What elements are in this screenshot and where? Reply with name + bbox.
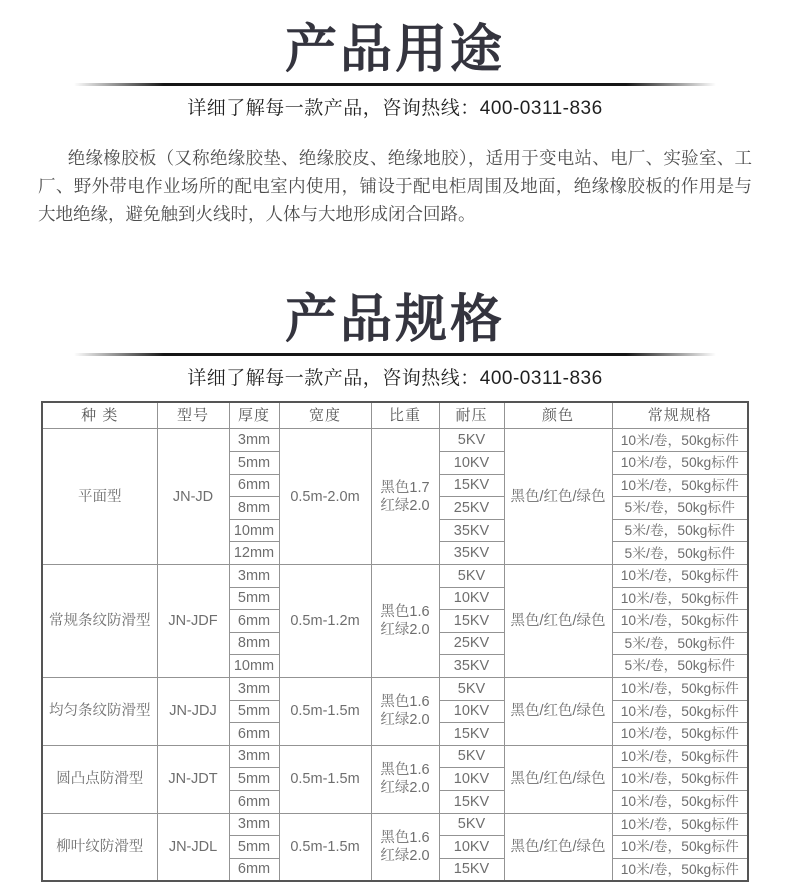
cell-spec: 10米/卷，50kg标件 <box>612 858 748 881</box>
title-divider <box>74 83 716 86</box>
cell-thickness: 5mm <box>229 587 279 610</box>
cell-model: JN-JDJ <box>157 678 229 746</box>
cell-spec: 10米/卷，50kg标件 <box>612 587 748 610</box>
cell-thickness: 8mm <box>229 632 279 655</box>
cell-spec: 10米/卷，50kg标件 <box>612 565 748 588</box>
cell-width: 0.5m-1.5m <box>279 745 371 813</box>
cell-voltage: 35KV <box>439 542 504 565</box>
cell-type: 均匀条纹防滑型 <box>42 678 157 746</box>
cell-width: 0.5m-1.2m <box>279 565 371 678</box>
cell-thickness: 3mm <box>229 813 279 836</box>
spec-section <box>0 270 790 882</box>
cell-thickness: 6mm <box>229 474 279 497</box>
cell-spec: 10米/卷，50kg标件 <box>612 813 748 836</box>
cell-spec: 10米/卷，50kg标件 <box>612 836 748 859</box>
cell-spec: 10米/卷，50kg标件 <box>612 474 748 497</box>
cell-spec: 10米/卷，50kg标件 <box>612 452 748 475</box>
table-row <box>42 813 748 836</box>
cell-voltage: 25KV <box>439 497 504 520</box>
table-row <box>42 565 748 588</box>
cell-thickness: 5mm <box>229 768 279 791</box>
cell-spec: 5米/卷，50kg标件 <box>612 519 748 542</box>
cell-voltage: 15KV <box>439 790 504 813</box>
gravity-line: 红绿2.0 <box>380 847 430 864</box>
table-row <box>42 429 748 452</box>
cell-model: JN-JD <box>157 429 229 565</box>
table-row <box>42 678 748 701</box>
cell-width: 0.5m-1.5m <box>279 813 371 881</box>
column-header: 耐压 <box>439 402 504 429</box>
title-divider <box>74 353 716 356</box>
gravity-line: 红绿2.0 <box>380 497 430 514</box>
cell-spec: 5米/卷，50kg标件 <box>612 497 748 520</box>
cell-model: JN-JDF <box>157 565 229 678</box>
cell-spec: 5米/卷，50kg标件 <box>612 632 748 655</box>
cell-spec: 10米/卷，50kg标件 <box>612 678 748 701</box>
cell-gravity <box>371 565 439 678</box>
cell-voltage: 5KV <box>439 565 504 588</box>
cell-voltage: 15KV <box>439 610 504 633</box>
cell-voltage: 5KV <box>439 678 504 701</box>
cell-thickness: 10mm <box>229 519 279 542</box>
cell-spec: 5米/卷，50kg标件 <box>612 655 748 678</box>
cell-voltage: 15KV <box>439 723 504 746</box>
cell-voltage: 5KV <box>439 429 504 452</box>
cell-spec: 10米/卷，50kg标件 <box>612 790 748 813</box>
column-header: 颜色 <box>504 402 612 429</box>
gravity-line: 黑色1.6 <box>380 762 430 779</box>
cell-width: 0.5m-2.0m <box>279 429 371 565</box>
cell-spec: 10米/卷，50kg标件 <box>612 768 748 791</box>
cell-model: JN-JDT <box>157 745 229 813</box>
cell-voltage: 10KV <box>439 587 504 610</box>
cell-thickness: 10mm <box>229 655 279 678</box>
spec-title: 产品规格 <box>284 291 505 350</box>
cell-thickness: 6mm <box>229 790 279 813</box>
cell-colors: 黑色/红色/绿色 <box>504 429 612 565</box>
cell-type: 圆凸点防滑型 <box>42 745 157 813</box>
column-header: 型号 <box>157 402 229 429</box>
cell-voltage: 10KV <box>439 700 504 723</box>
cell-voltage: 10KV <box>439 452 504 475</box>
cell-spec: 10米/卷，50kg标件 <box>612 700 748 723</box>
column-header: 种 类 <box>42 402 157 429</box>
spec-hotline: 详细了解每一款产品，咨询热线：400-0311-836 <box>187 368 603 390</box>
spec-table <box>41 401 749 882</box>
column-header: 常规规格 <box>612 402 748 429</box>
cell-voltage: 10KV <box>439 768 504 791</box>
cell-thickness: 3mm <box>229 745 279 768</box>
cell-thickness: 3mm <box>229 565 279 588</box>
cell-spec: 10米/卷，50kg标件 <box>612 745 748 768</box>
gravity-line: 黑色1.6 <box>380 829 430 846</box>
cell-colors: 黑色/红色/绿色 <box>504 678 612 746</box>
header-row <box>42 402 748 429</box>
cell-model: JN-JDL <box>157 813 229 881</box>
cell-voltage: 10KV <box>439 836 504 859</box>
cell-thickness: 3mm <box>229 429 279 452</box>
cell-thickness: 3mm <box>229 678 279 701</box>
cell-thickness: 6mm <box>229 723 279 746</box>
cell-thickness: 12mm <box>229 542 279 565</box>
cell-thickness: 5mm <box>229 452 279 475</box>
gravity-line: 红绿2.0 <box>380 622 430 639</box>
usage-description: 绝缘橡胶板（又称绝缘胶垫、绝缘胶皮、绝缘地胶），适用于变电站、电厂、实验室、工厂、野外带电作业场所的配电室内使用，铺设于配电柜周围及地面，绝缘橡胶板的作用是与大地绝缘，避免触到火线时，人体与大地形成闭合回路。 <box>38 148 752 225</box>
usage-hotline: 详细了解每一款产品，咨询热线：400-0311-836 <box>187 98 603 120</box>
cell-voltage: 15KV <box>439 858 504 881</box>
gravity-line: 红绿2.0 <box>380 780 430 797</box>
cell-voltage: 35KV <box>439 655 504 678</box>
cell-spec: 10米/卷，50kg标件 <box>612 429 748 452</box>
cell-gravity <box>371 745 439 813</box>
usage-section <box>0 0 790 228</box>
cell-thickness: 6mm <box>229 610 279 633</box>
cell-type: 平面型 <box>42 429 157 565</box>
column-header: 厚度 <box>229 402 279 429</box>
cell-spec: 5米/卷，50kg标件 <box>612 542 748 565</box>
cell-voltage: 5KV <box>439 745 504 768</box>
cell-type: 常规条纹防滑型 <box>42 565 157 678</box>
gravity-line: 黑色1.7 <box>380 479 430 496</box>
cell-spec: 10米/卷，50kg标件 <box>612 723 748 746</box>
cell-thickness: 5mm <box>229 836 279 859</box>
cell-voltage: 25KV <box>439 632 504 655</box>
spec-table-head <box>42 402 748 429</box>
cell-colors: 黑色/红色/绿色 <box>504 565 612 678</box>
cell-voltage: 35KV <box>439 519 504 542</box>
cell-gravity <box>371 429 439 565</box>
cell-colors: 黑色/红色/绿色 <box>504 813 612 881</box>
cell-thickness: 8mm <box>229 497 279 520</box>
gravity-line: 黑色1.6 <box>380 603 430 620</box>
gravity-line: 红绿2.0 <box>380 712 430 729</box>
cell-colors: 黑色/红色/绿色 <box>504 745 612 813</box>
spec-table-body <box>42 429 748 881</box>
cell-type: 柳叶纹防滑型 <box>42 813 157 881</box>
cell-spec: 10米/卷，50kg标件 <box>612 610 748 633</box>
column-header: 比重 <box>371 402 439 429</box>
cell-voltage: 5KV <box>439 813 504 836</box>
column-header: 宽度 <box>279 402 371 429</box>
cell-gravity <box>371 813 439 881</box>
cell-width: 0.5m-1.5m <box>279 678 371 746</box>
cell-thickness: 6mm <box>229 858 279 881</box>
table-row <box>42 745 748 768</box>
usage-title: 产品用途 <box>284 21 505 79</box>
cell-gravity <box>371 678 439 746</box>
gravity-line: 黑色1.6 <box>380 694 430 711</box>
cell-voltage: 15KV <box>439 474 504 497</box>
cell-thickness: 5mm <box>229 700 279 723</box>
